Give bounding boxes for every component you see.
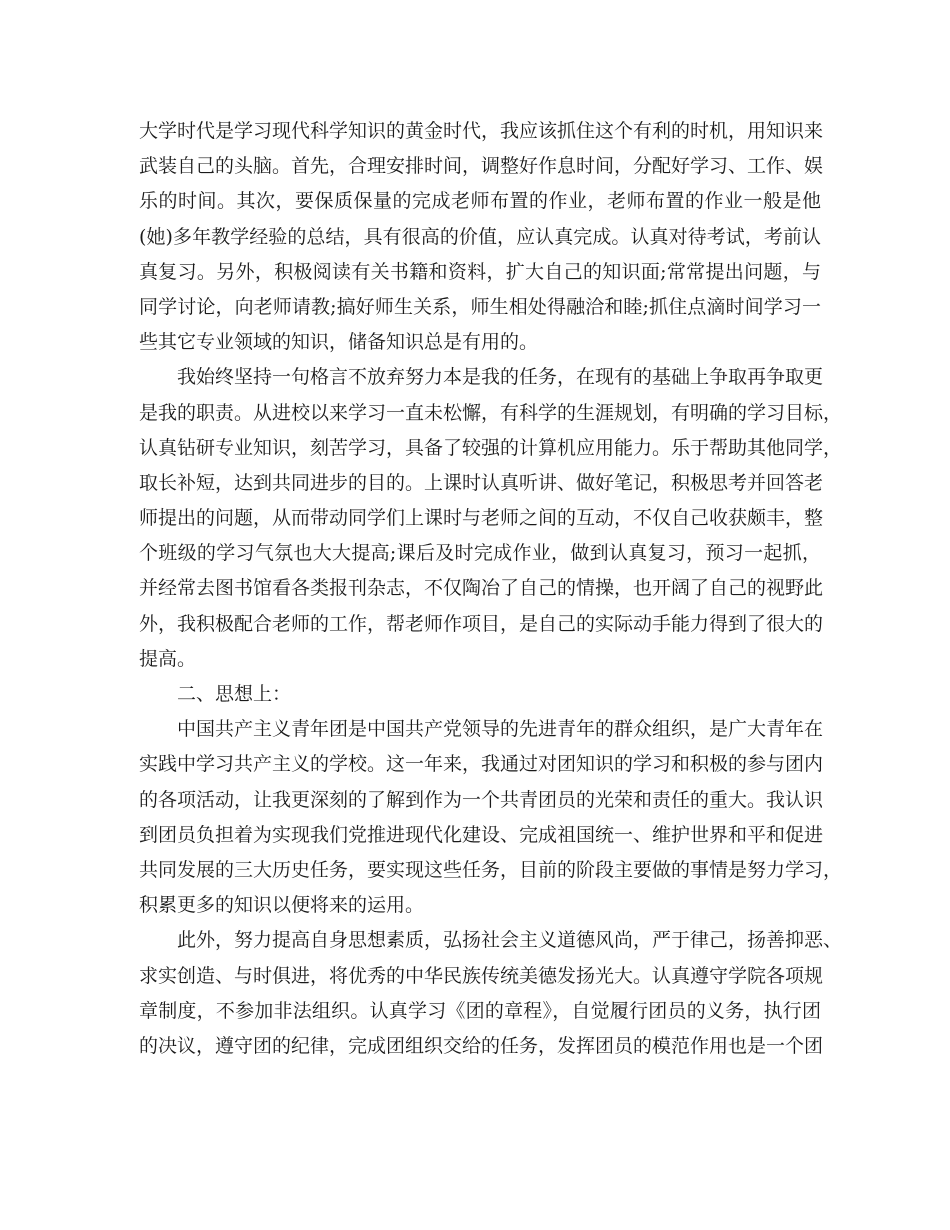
text-line: 提高。 — [139, 647, 197, 670]
text-line: 二、思想上： — [177, 683, 292, 705]
text-line: 到团员负担着为实现我们党推进现代化建设、完成祖国统一、维护世界和平和促进 — [139, 823, 824, 846]
text-line: 实践中学习共产主义的学校。这一年来，我通过对团知识的学习和积极的参与团内 — [139, 753, 824, 776]
text-line: 外，我积极配合老师的工作，帮老师作项目，是自己的实际动手能力得到了很大的 — [139, 612, 824, 635]
text-line: 此外，努力提高自身思想素质，弘扬社会主义道德风尚，严于律己，扬善抑恶、 — [177, 929, 843, 952]
text-line: 的决议，遵守团的纪律，完成团组织交给的任务，发挥团员的模范作用也是一个团 — [139, 1034, 824, 1057]
text-line: 取长补短，达到共同进步的目的。上课时认真听讲、做好笔记，积极思考并回答老 — [139, 471, 824, 494]
text-line: 个班级的学习气氛也大大提高;课后及时完成作业，做到认真复习，预习一起抓， — [139, 542, 821, 565]
text-line: 师提出的问题，从而带动同学们上课时与老师之间的互动，不仅自己收获颇丰，整 — [139, 507, 824, 530]
text-line: 的各项活动，让我更深刻的了解到作为一个共青团员的光荣和责任的重大。我认识 — [139, 788, 824, 811]
text-line: 中国共产主义青年团是中国共产党领导的先进青年的群众组织，是广大青年在 — [177, 718, 824, 741]
text-line: 我始终坚持一句格言不放弃努力本是我的任务，在现有的基础上争取再争取更 — [177, 366, 824, 389]
text-line: 大学时代是学习现代科学知识的黄金时代，我应该抓住这个有利的时机，用知识来 — [139, 120, 824, 142]
paragraph — [139, 712, 843, 923]
text-line: 并经常去图书馆看各类报刊杂志，不仅陶冶了自己的情操，也开阔了自己的视野此 — [139, 577, 824, 600]
paragraph — [139, 360, 843, 677]
text-line: 同学讨论，向老师请教;搞好师生关系，师生相处得融洽和睦;抓住点滴时间学习一 — [139, 295, 821, 318]
paragraph — [139, 923, 843, 1064]
text-line: 积累更多的知识以便将来的运用。 — [139, 894, 425, 917]
text-line: 认真钻研专业知识，刻苦学习，具备了较强的计算机应用能力。乐于帮助其他同学， — [139, 436, 843, 459]
text-line: 武装自己的头脑。首先，合理安排时间，调整好作息时间，分配好学习、工作、娱 — [139, 155, 824, 178]
text-line: (她)多年教学经验的总结，具有很高的价值，应认真完成。认真对待考试，考前认 — [139, 225, 821, 248]
document-body — [139, 114, 843, 1064]
text-line: 些其它专业领域的知识，储备知识总是有用的。 — [139, 331, 539, 354]
text-line: 章制度，不参加非法组织。认真学习《团的章程》，自觉履行团员的义务，执行团 — [139, 999, 821, 1022]
text-line: 共同发展的三大历史任务，要实现这些任务，目前的阶段主要做的事情是努力学习， — [139, 858, 843, 881]
text-line: 真复习。另外，积极阅读有关书籍和资料，扩大自己的知识面;常常提出问题，与 — [139, 260, 821, 283]
paragraph — [139, 114, 824, 360]
text-line: 是我的职责。从进校以来学习一直未松懈，有科学的生涯规划，有明确的学习目标， — [139, 401, 843, 424]
section-heading — [139, 677, 821, 712]
text-line: 求实创造、与时俱进，将优秀的中华民族传统美德发扬光大。认真遵守学院各项规 — [139, 964, 824, 987]
text-line: 乐的时间。其次，要保质保量的完成老师布置的作业，老师布置的作业一般是他 — [139, 190, 821, 213]
